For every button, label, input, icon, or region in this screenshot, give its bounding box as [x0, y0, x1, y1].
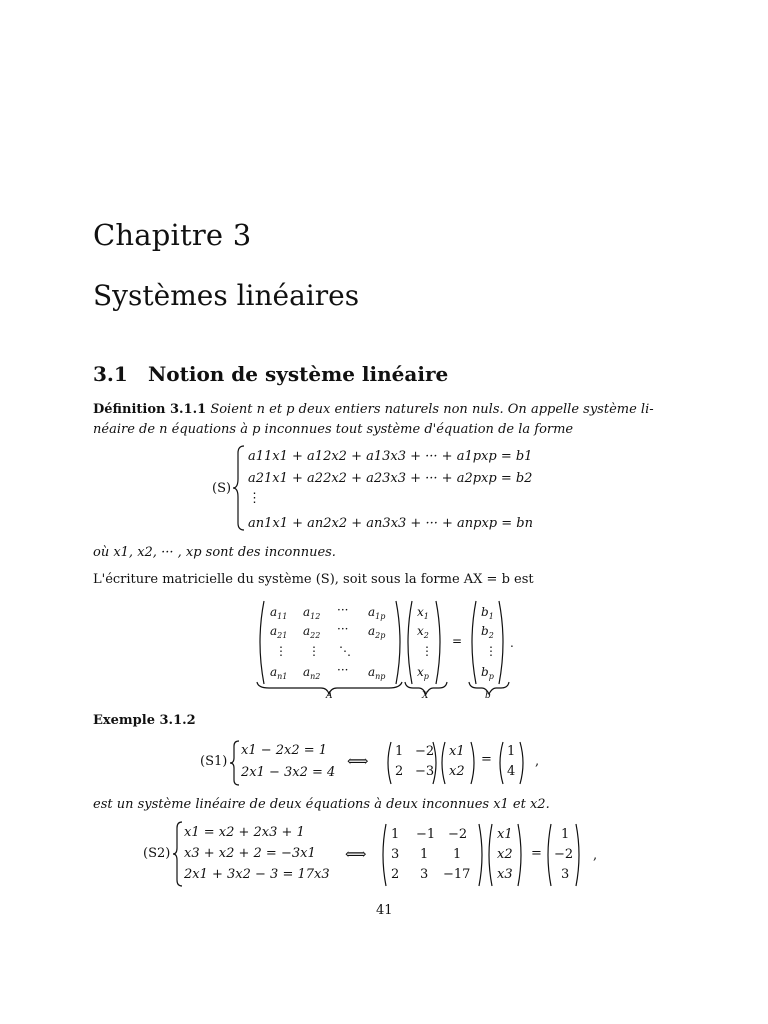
system-s1-brace [229, 740, 241, 786]
system-s1-row-1: x1 − 2x2 = 1 [241, 743, 328, 758]
system-s-row-n: an1x1 + an2x2 + an3x3 + ··· + anpxp = bn [248, 516, 533, 531]
equivalence-arrow-2: ⟺ [345, 845, 367, 863]
svg-text:bp: $b_p$ [481, 665, 494, 681]
s1-matrix-text: 1 −2 2 −3 x1 x2 = 1 4 , [395, 744, 540, 779]
svg-text:.: . [510, 636, 514, 650]
chapter-title: Systèmes linéaires [93, 279, 360, 312]
page-number: 41 [376, 903, 393, 918]
svg-text:anp: $a_{np}$ [368, 665, 386, 681]
label-vector-x: X [422, 691, 429, 701]
system-s-row-2: a21x1 + a22x2 + a23x3 + ··· + a2pxp = b2 [248, 471, 533, 486]
definition-text: Soient n et p deux entiers naturels non nuls. On appelle système li-néaire de n équations à p inconnues tout système d'équation de la forme [93, 402, 654, 437]
svg-text:=: = [452, 634, 463, 648]
chapter-label: Chapitre 3 [93, 218, 252, 252]
label-matrix-a: A [326, 691, 333, 701]
svg-text:a12: $a_{12}$ [303, 605, 321, 621]
system-s2-name: (S2) [143, 846, 171, 861]
label-vector-b: b [485, 691, 491, 701]
svg-text:x1: $x_1$ [417, 605, 429, 621]
system-s2-row-1: x1 = x2 + 2x3 + 1 [184, 825, 305, 840]
equivalence-arrow: ⟺ [347, 752, 369, 770]
example-sentence: est un système linéaire de deux équations à deux inconnues x1 et x2. [93, 797, 550, 812]
s2-matrix-text: 1 −1 −2 3 1 1 2 3 −17 x1 x2 x3 = 1 −2 3 , [391, 827, 598, 882]
system-s2-row-3: 2x1 + 3x2 − 3 = 17x3 [184, 867, 330, 882]
svg-text:an1: $a_{n1}$ [270, 665, 288, 681]
system-s1-name: (S1) [200, 754, 228, 769]
matrix-form-line: L'écriture matricielle du système (S), soit sous la forme AX = b est [93, 572, 534, 587]
svg-text:a2p: $a_{2p}$ [368, 624, 386, 640]
system-s-row-1: a11x1 + a12x2 + a13x3 + ··· + a1pxp = b1 [248, 449, 533, 464]
svg-text:···: ··· [337, 603, 349, 617]
svg-text:a21: $a_{21}$ [270, 624, 288, 640]
svg-text:···: ··· [337, 663, 349, 677]
svg-text:b1: $b_1$ [481, 605, 494, 621]
matrix-equation [255, 598, 525, 706]
system-s-name: (S) [212, 481, 232, 496]
svg-text:⋮: ⋮ [421, 644, 433, 658]
svg-text:⋮: ⋮ [308, 644, 320, 658]
definition-label: Définition 3.1.1 [93, 402, 207, 417]
svg-text:a22: $a_{22}$ [303, 624, 321, 640]
system-s-row-dots: ⋮ [248, 491, 261, 506]
svg-text:xp: $x_p$ [417, 665, 429, 681]
svg-text:⋮: ⋮ [485, 644, 497, 658]
system-s-brace [232, 445, 246, 531]
system-s1-row-2: 2x1 − 3x2 = 4 [241, 765, 336, 780]
svg-text:⋱: ⋱ [339, 644, 351, 658]
svg-text:···: ··· [337, 622, 349, 636]
system-s2-brace [172, 821, 184, 887]
svg-text:a1p: $a_{1p}$ [368, 605, 386, 621]
section-title: Notion de système linéaire [148, 362, 449, 386]
svg-text:an2: $a_{n2}$ [303, 665, 321, 681]
definition-paragraph [93, 400, 678, 440]
example-label: Exemple 3.1.2 [93, 713, 196, 728]
system-s2-row-2: x3 + x2 + 2 = −3x1 [184, 846, 316, 861]
section-heading [93, 362, 448, 386]
unknowns-line: où x1, x2, ··· , xp sont des inconnues. [93, 545, 336, 560]
svg-text:b2: $b_2$ [481, 624, 494, 640]
svg-text:a11: $a_{11}$ [270, 605, 288, 621]
svg-text:⋮: ⋮ [275, 644, 287, 658]
svg-text:x2: $x_2$ [417, 624, 429, 640]
section-number: 3.1 [93, 362, 128, 386]
